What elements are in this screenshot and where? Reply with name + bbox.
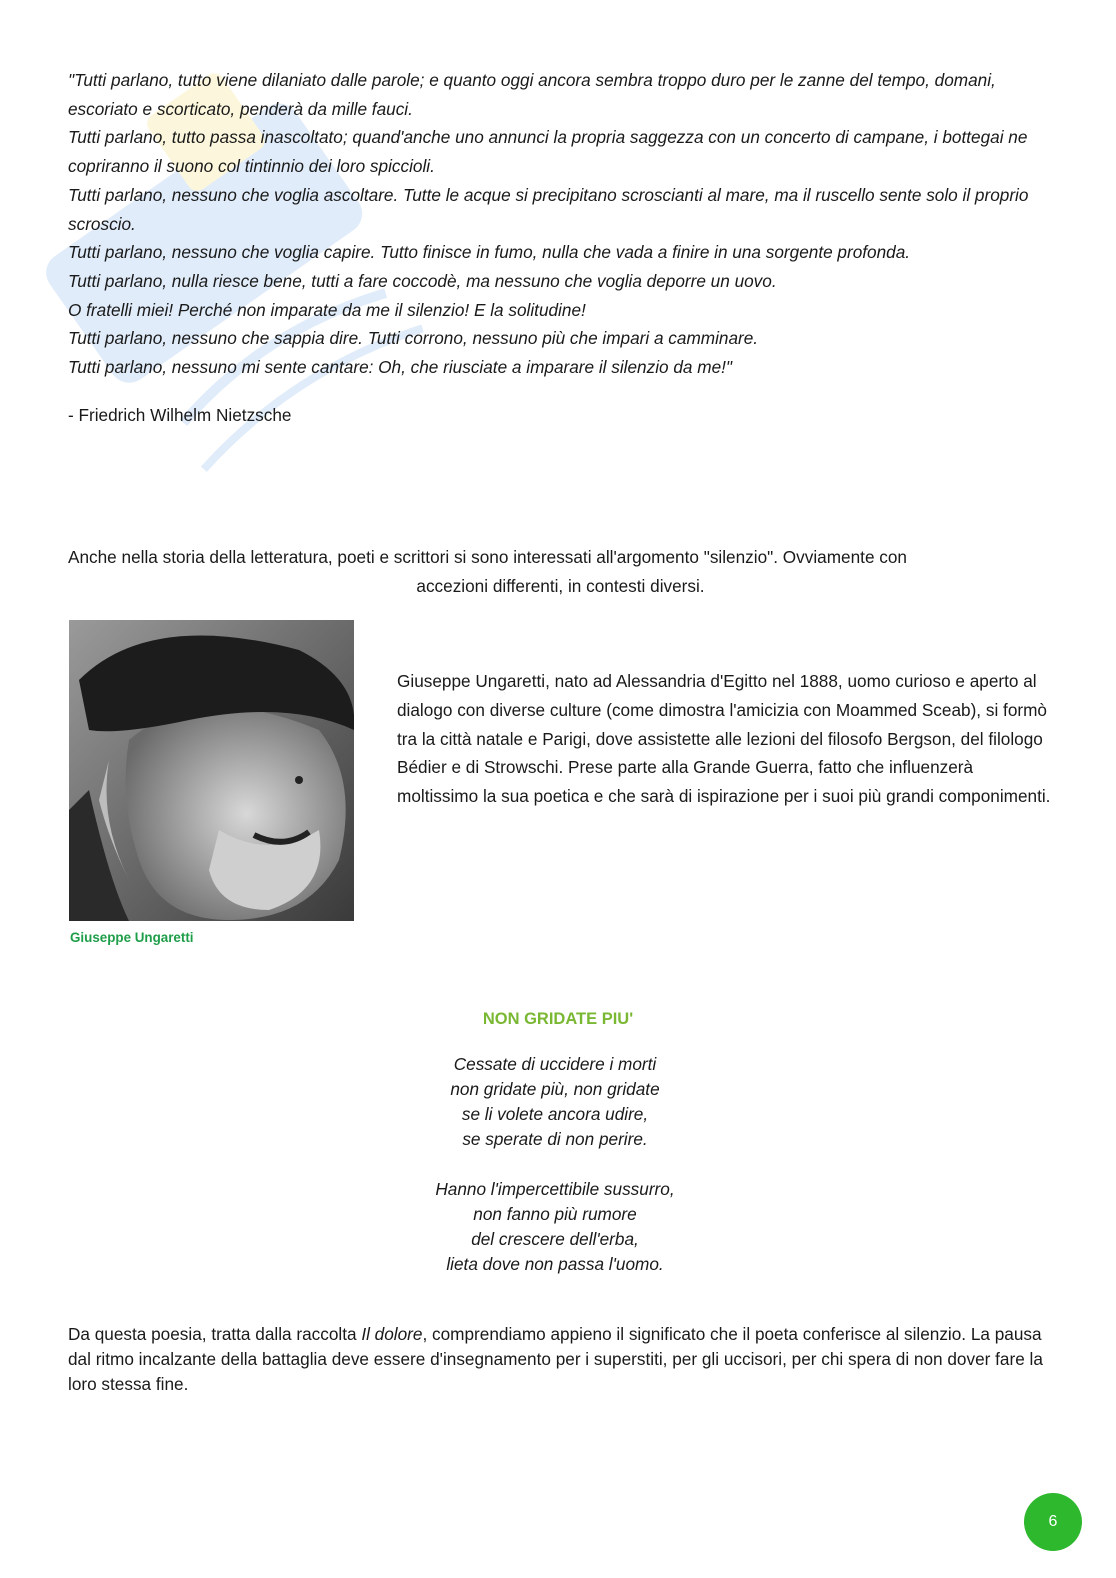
photo-caption: Giuseppe Ungaretti: [70, 930, 194, 945]
intro-paragraph: [68, 543, 1053, 600]
poem-line: del crescere dell'erba,: [471, 1229, 639, 1249]
poem-line: non fanno più rumore: [473, 1204, 637, 1224]
quote-paragraph: "Tutti parlano, tutto viene dilaniato dalle parole; e quanto oggi ancora sembra troppo duro per le zanne del tempo, domani, escoriato e scorticato, penderà da mille fauci.: [68, 70, 996, 119]
page-number-badge: 6: [1024, 1493, 1082, 1551]
portrait-image: [69, 620, 354, 921]
quote-paragraph: Tutti parlano, tutto passa inascoltato; quand'anche uno annunci la propria saggezza con un concerto di campane, i bottegai ne copriranno il suono col tintinnio dei loro spiccioli.: [68, 127, 1028, 177]
poem-line: Cessate di uccidere i morti: [453, 1054, 657, 1074]
poem-stanza-2: [0, 1177, 1110, 1277]
quote-author: - Friedrich Wilhelm Nietzsche: [68, 405, 292, 425]
closing-text-before: Da questa poesia, tratta dalla raccolta: [68, 1324, 362, 1344]
poem-line: se sperate di non perire.: [462, 1129, 648, 1149]
poem-line: Hanno l'impercettibile sussurro,: [435, 1179, 675, 1199]
quote-paragraph: O fratelli miei! Perché non imparate da me il silenzio! E la solitudine!: [68, 299, 586, 320]
poem-line: non gridate più, non gridate: [450, 1079, 660, 1099]
quote-paragraph: Tutti parlano, nessuno che voglia ascoltare. Tutte le acque si precipitano scroscianti al mare, ma il ruscello sente solo il proprio scroscio.: [68, 184, 1029, 234]
ungaretti-photo: [69, 620, 354, 921]
closing-text-after: , comprendiamo appieno il significato che il poeta conferisce al silenzio. La pausa dal ritmo incalzante della battaglia deve essere d'insegnamento per i superstiti, per gli uccisori, per chi spera di non dover fare la loro stessa fine.: [68, 1324, 1043, 1394]
poem-line: se li volete ancora udire,: [461, 1104, 649, 1124]
quote-paragraph: Tutti parlano, nessuno che voglia capire. Tutto finisce in fumo, nulla che vada a finire in una sorgente profonda.: [68, 242, 911, 263]
quote-paragraph: Tutti parlano, nessuno mi sente cantare: Oh, che riusciate a imparare il silenzio da me!": [68, 357, 733, 378]
poem-title: NON GRIDATE PIU': [482, 1010, 634, 1028]
ungaretti-bio: Giuseppe Ungaretti, nato ad Alessandria d'Egitto nel 1888, uomo curioso e aperto al dialogo con diverse culture (come dimostra l'amicizia con Moammed Sceab), si formò tra la città natale e Parigi, dove assistette alle lezioni del filosofo Bergson, del filologo Bédier e di Strowschi. Prese parte alla Grande Guerra, fatto che influenzerà moltissimo la sua poetica e che sarà di ispirazione per i suoi più grandi componimenti.: [397, 671, 1051, 807]
quote-paragraph: Tutti parlano, nessuno che sappia dire. Tutti corrono, nessuno più che impari a camminare.: [68, 328, 759, 349]
intro-line-1: Anche nella storia della letteratura, poeti e scrittori si sono interessati all'argomento "silenzio". Ovviamente con: [68, 547, 907, 567]
intro-line-2: accezioni differenti, in contesti diversi.: [416, 575, 705, 596]
poem-line: lieta dove non passa l'uomo.: [446, 1254, 664, 1274]
collection-title: Il dolore: [361, 1324, 423, 1344]
poem-body: [0, 1052, 1110, 1302]
poem-stanza-1: [0, 1052, 1110, 1152]
nietzsche-quote: [68, 66, 1053, 382]
quote-paragraph: Tutti parlano, nulla riesce bene, tutti a fare coccodè, ma nessuno che voglia deporre un uovo.: [68, 270, 777, 291]
closing-paragraph: [68, 1322, 1053, 1397]
